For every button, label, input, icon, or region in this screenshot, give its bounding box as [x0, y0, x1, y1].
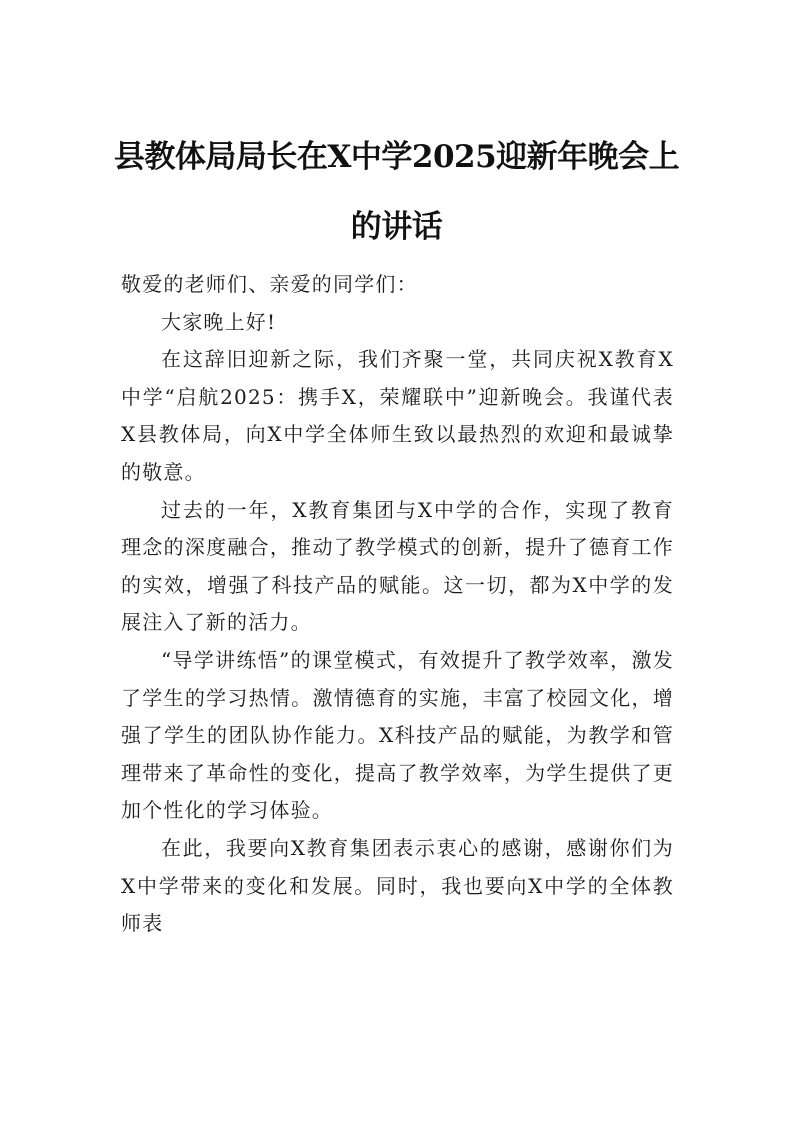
paragraph: “导学讲练悟”的课堂模式，有效提升了教学效率，激发了学生的学习热情。激情德育的实施，丰富了校园文化，增强了学生的团队协作能力。X科技产品的赋能，为教学和管理带来了革命性的变化，提高了教学效率，为学生提供了更加个性化的学习体验。 — [121, 647, 674, 823]
salutation: 敬爱的老师们、亲爱的同学们： — [121, 272, 418, 296]
document-body — [121, 266, 674, 943]
paragraph: 在这辞旧迎新之际，我们齐聚一堂，共同庆祝X教育X中学“启航2025：携手X，荣耀联中”迎新晚会。我谨代表X县教体局，向X中学全体师生致以最热烈的欢迎和最诚挚的敬意。 — [121, 347, 674, 484]
document-title: 县教体局局长在X中学2025迎新年晚会上的讲话 — [113, 139, 680, 245]
paragraph-greeting: 大家晚上好! — [161, 309, 277, 334]
paragraph: 在此，我要向X教育集团表示衷心的感谢，感谢你们为X中学带来的变化和发展。同时，我也要向X中学的全体教师表 — [121, 835, 674, 936]
paragraph: 过去的一年，X教育集团与X中学的合作，实现了教育理念的深度融合，推动了教学模式的创新，提升了德育工作的实效，增强了科技产品的赋能。这一切，都为X中学的发展注入了新的活力。 — [121, 497, 674, 635]
